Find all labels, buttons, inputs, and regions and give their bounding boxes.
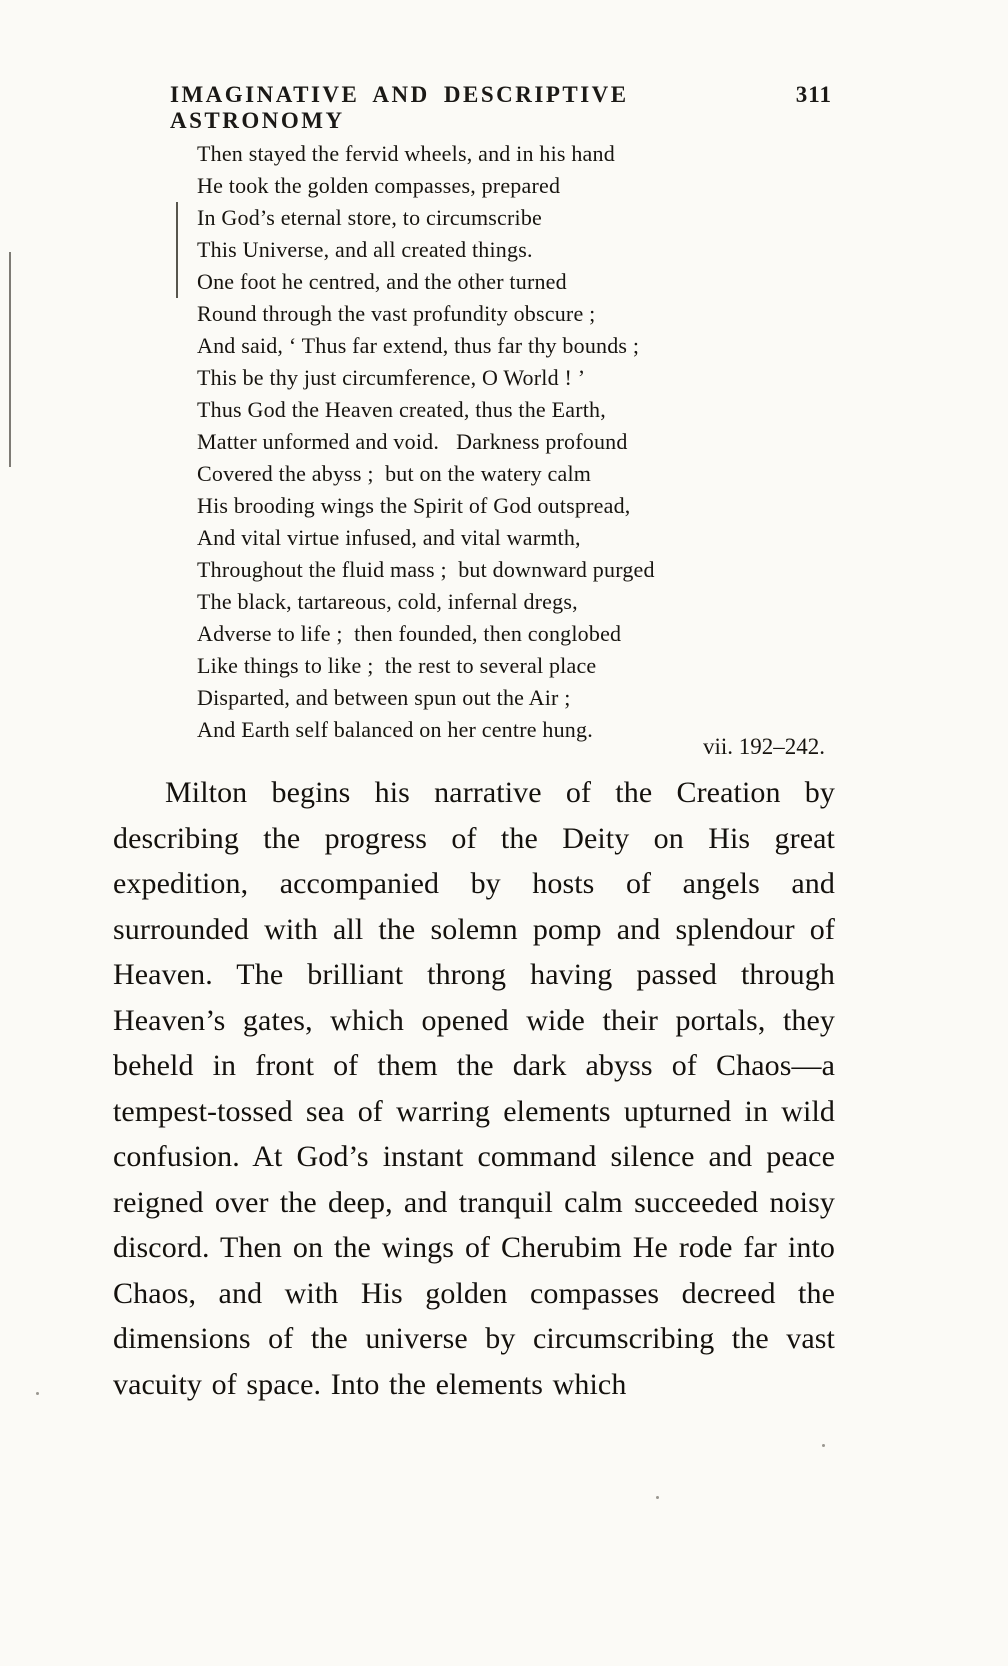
margin-mark (9, 252, 11, 467)
poem-line: Thus God the Heaven created, thus the Earth, (197, 397, 606, 422)
page-number: 311 (795, 82, 832, 107)
poem-line: And vital virtue infused, and vital warmth, (197, 525, 581, 550)
running-header-title: IMAGINATIVE AND DESCRIPTIVE ASTRONOMY (170, 82, 629, 133)
poem-line: Covered the abyss ; but on the watery calm (197, 461, 592, 486)
poem-line: He took the golden compasses, prepared (197, 173, 561, 198)
poem-line: In God’s eternal store, to circumscribe (197, 205, 543, 230)
poem-line: One foot he centred, and the other turned (197, 269, 567, 294)
poem-line: Disparted, and between spun out the Air ; (197, 685, 571, 710)
margin-mark (176, 202, 178, 298)
poem-line: Throughout the fluid mass ; but downward purged (197, 557, 655, 582)
poem-line: The black, tartareous, cold, infernal dregs, (197, 589, 578, 614)
poem-line: And Earth self balanced on her centre hung. (197, 717, 593, 742)
poem-citation: vii. 192–242. (702, 734, 825, 759)
poem-line: And said, ‘ Thus far extend, thus far thy bounds ; (197, 333, 640, 358)
running-header (170, 82, 832, 134)
scan-speck (36, 1392, 39, 1395)
scan-speck (656, 1496, 659, 1499)
poem-line: This Universe, and all created things. (197, 237, 533, 262)
poem-block (197, 138, 837, 746)
poem-line: Like things to like ; the rest to several place (197, 653, 597, 678)
poem-line: This be thy just circumference, O World ! ’ (197, 365, 586, 390)
body-paragraph: Milton begins his narrative of the Creation by describing the progress of the Deity on His great expedition, accompanied by hosts of angels and surrounded with all the solemn pomp and splendour of Heaven. The brilliant throng having passed through Heaven’s gates, which opened wide their portals, they beheld in front of them the dark abyss of Chaos—a tempest-tossed sea of warring elements upturned in wild confusion. At God’s instant command silence and peace reigned over the deep, and tranquil calm succeeded noisy discord. Then on the wings of Cherubim He rode far into Chaos, and with His golden compasses decreed the dimensions of the universe by circumscribing the vast vacuity of space. Into the elements which (113, 776, 835, 1401)
poem-line: Round through the vast profundity obscure ; (197, 301, 596, 326)
poem-line: His brooding wings the Spirit of God outspread, (197, 493, 631, 518)
scan-speck (822, 1444, 825, 1447)
poem-line: Adverse to life ; then founded, then conglobed (197, 621, 622, 646)
poem-line: Matter unformed and void. Darkness profound (197, 429, 628, 454)
poem-line: Then stayed the fervid wheels, and in his hand (197, 141, 615, 166)
